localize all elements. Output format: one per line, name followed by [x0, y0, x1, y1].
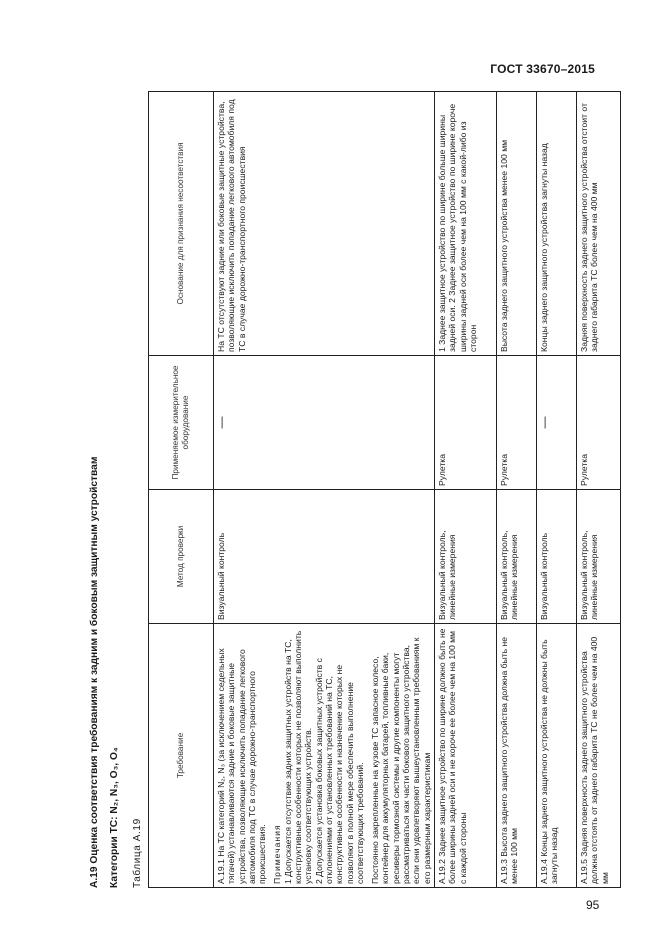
cell-equipment: Рулетка: [576, 356, 620, 490]
header-equipment: Применяемое измерительное оборудование: [149, 356, 214, 490]
cell-criteria: Концы заднего защитного устройства загнуты назад: [536, 92, 576, 356]
rotated-content: [88, 88, 618, 888]
section-subtitle: Категории ТС: N₂, N₃, O₃, O₄: [109, 747, 120, 888]
table-caption: Таблица А.19: [132, 818, 143, 888]
cell-criteria: Высота заднего защитного устройства менее 100 мм: [496, 92, 536, 356]
page-number: 95: [586, 898, 600, 912]
cell-requirement: А.19.5 Задняя поверхность заднего защитного устройства должна отстоять от заднего габарита ТС не более чем на 400 мм: [576, 624, 620, 888]
cell-requirement: А.19.3 Высота заднего защитного устройства должна быть не менее 100 мм: [496, 624, 536, 888]
table-row: [536, 92, 576, 888]
note-1: 1 Допускается отсутствие задних защитных устройств на ТС, конструктивные особенности которых не позволяют выполнить установку соответствующих устройств.: [282, 630, 314, 884]
notes-heading: Примечания: [272, 824, 283, 884]
section-title: А.19 Оценка соответствия требованиям к задним и боковым защитным устройствам: [89, 456, 100, 888]
cell-requirement: [214, 624, 435, 888]
cell-requirement: А.19.2 Заднее защитное устройство по ширине должно быть не более ширины задней оси и не короче ее более чем на 100 мм с каждой стороны: [434, 624, 496, 888]
cell-method: Визуальный контроль: [214, 490, 435, 624]
table-row: [496, 92, 536, 888]
cell-criteria: 1 Заднее защитное устройство по ширине больше ширины задней оси. 2 Заднее защитное устройство по ширине короче ширины задней оси более чем на 100 мм с какой-либо из сторон: [434, 92, 496, 356]
cell-criteria: Задняя поверхность заднего защитного устройства отстоит от заднего габарита ТС более чем на 400 мм: [576, 92, 620, 356]
header-method: Метод проверки: [149, 490, 214, 624]
cell-method: Визуальный контроль, линейные измерения: [576, 490, 620, 624]
cell-requirement: А.19.4 Концы заднего защитного устройства не должны быть загнуты назад: [536, 624, 576, 888]
requirement-text: А.19.1 На ТС категорий N₂, N₃ (за исключением седельных тягачей) устанавливаются задние и боковые защитные устройства, позволяющие исключить попадание легкового автомобиля под ТС в случае дорожно-транспортного происшествия.: [216, 648, 268, 884]
table-row: [214, 92, 435, 888]
cell-criteria: На ТС отсутствуют задние или боковые защитные устройства, позволяющие исключить попадание легкового автомобиля под ТС в случае дорожно-транспортного происшествия: [214, 92, 435, 356]
table-header-row: [149, 92, 214, 888]
cell-equipment: Рулетка: [496, 356, 536, 490]
document-code: ГОСТ 33670–2015: [490, 62, 595, 76]
cell-method: Визуальный контроль, линейные измерения: [434, 490, 496, 624]
cell-method: Визуальный контроль, линейные измерения: [496, 490, 536, 624]
cell-equipment: —: [536, 356, 576, 490]
requirement-extra: Постоянно закрепленные на кузове ТС запасное колесо, контейнер для аккумуляторных батарей, топливные баки, ресиверы тормозной системы и другие компоненты могут рассматриваться как части бокового защитного устройства, если они удовлетворяют вышеустановленным требованиям к его размерным характеристикам: [370, 637, 432, 884]
requirements-table: [148, 91, 621, 888]
table-row: [434, 92, 496, 888]
table-row: [576, 92, 620, 888]
note-2: 2 Допускается установка боковых защитных устройств с отклонениями от установленных требований на ТС, конструктивные особенности и назначение которых не позволяют в полной мере обеспечить выполнение соответствующих требований.: [313, 658, 365, 884]
header-requirement: Требование: [149, 624, 214, 888]
cell-equipment: Рулетка: [434, 356, 496, 490]
cell-equipment: —: [214, 356, 435, 490]
header-criteria: Основание для признания несоответствия: [149, 92, 214, 356]
cell-method: Визуальный контроль: [536, 490, 576, 624]
